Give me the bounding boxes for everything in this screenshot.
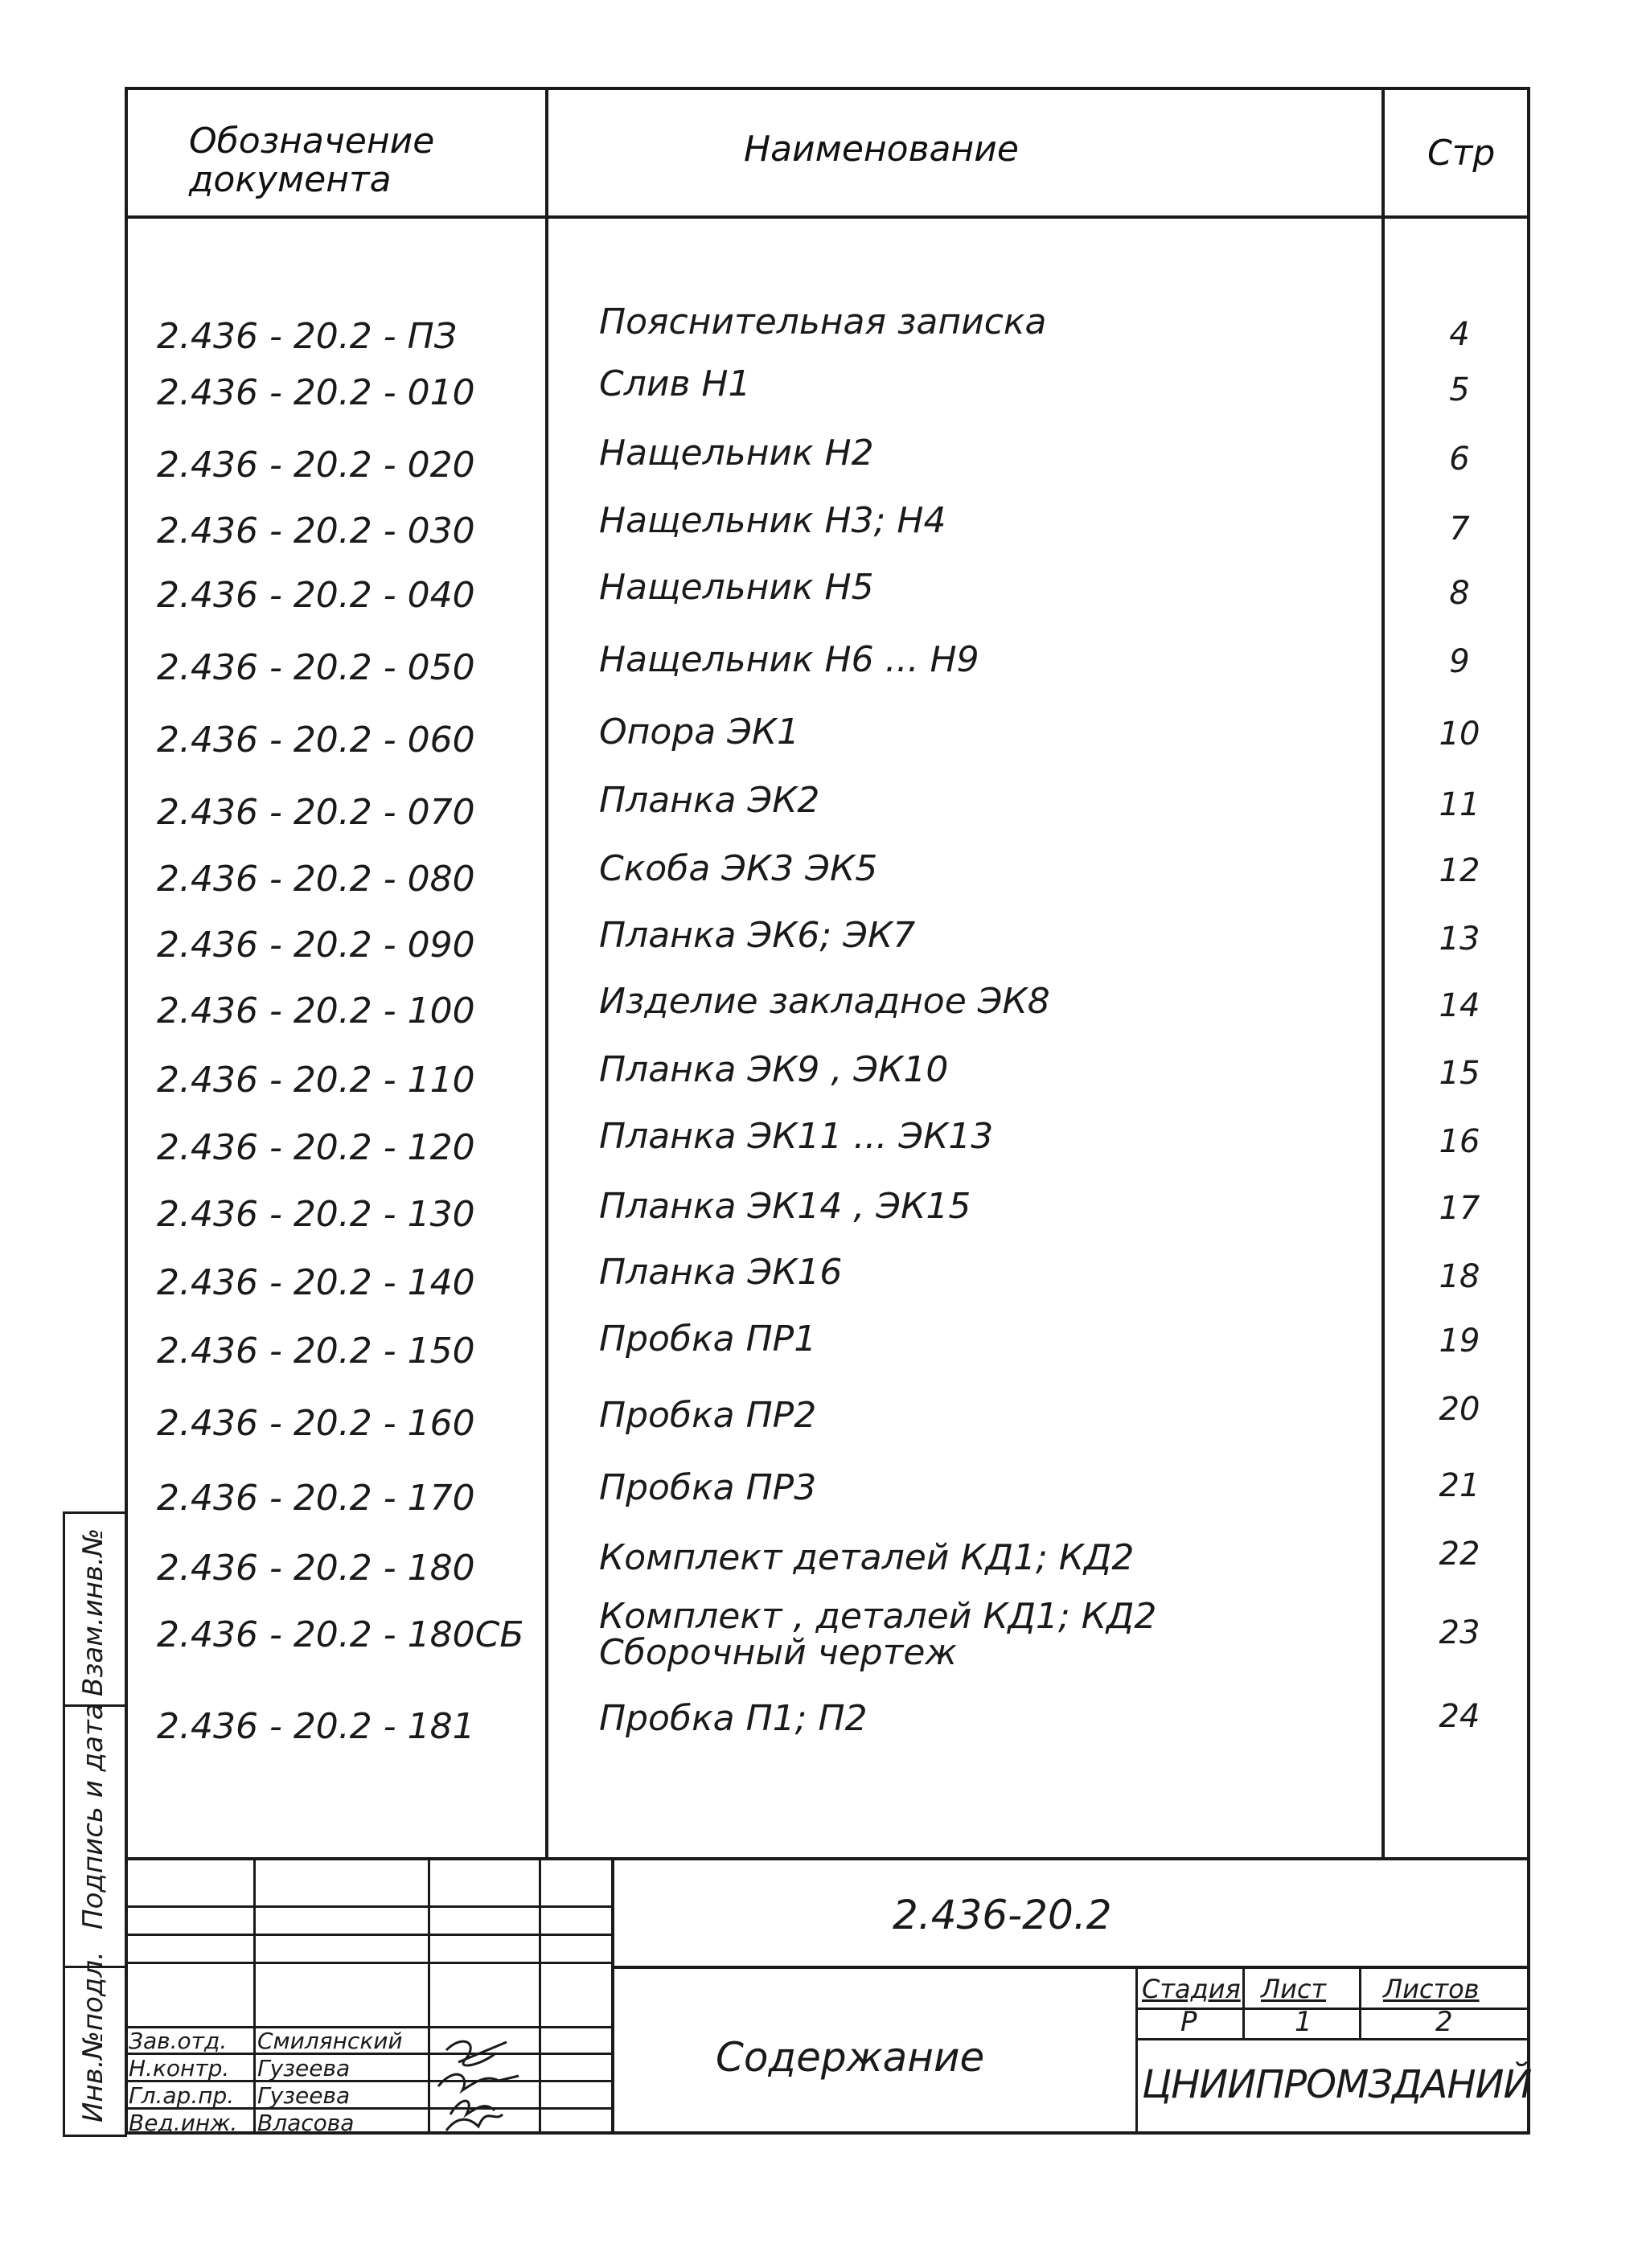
row-name: Пробка ПР2 [599,1395,817,1436]
row-code: 2.436 - 20.2 - 070 [157,792,475,833]
tb-grid-h [125,1905,614,1908]
row-page: 14 [1439,987,1480,1024]
signatory-role: Вед.инж. [129,2110,238,2136]
row-code: 2.436 - 20.2 - 040 [157,575,475,616]
signatory-name: Власова [257,2110,355,2136]
row-code: 2.436 - 20.2 - 080 [157,859,475,900]
signatory-role: Н.контр. [129,2055,230,2081]
row-code: 2.436 - 20.2 - 060 [157,720,475,761]
signatory-role: Зав.отд. [129,2028,228,2054]
side-stamp-left-line [63,1511,65,2135]
tb-grid-h [125,1934,614,1936]
header-divider [125,215,1530,219]
row-name: Пробка П1; П2 [599,1698,868,1739]
row-code: 2.436 - 20.2 - 181 [157,1706,475,1747]
row-name: Планка ЭК9 , ЭК10 [599,1049,949,1090]
row-name: Пояснительная записка [599,301,1047,342]
row-page: 16 [1439,1123,1480,1160]
sheets-value: 2 [1435,2006,1453,2038]
row-code: 2.436 - 20.2 - 170 [157,1478,475,1519]
stage-label: Стадия [1142,1974,1241,2004]
row-name: Нащельник Н3; Н4 [599,500,946,541]
row-name: Планка ЭК2 [599,780,820,821]
row-code: 2.436 - 20.2 - 150 [157,1331,475,1372]
row-code: 2.436 - 20.2 - 020 [157,445,475,486]
row-name-line2: Сборочный чертеж [599,1632,958,1673]
sheet-value: 1 [1295,2006,1312,2038]
tb-stage-divider [1135,1966,1138,2135]
row-code: 2.436 - 20.2 - 050 [157,647,475,688]
row-page: 19 [1439,1323,1480,1360]
title-block-top-line [125,1857,1530,1860]
row-name: Нащельник Н6 ... Н9 [599,639,979,680]
column-divider-1 [545,87,548,1860]
header-designation-line1: Обозначение [189,121,435,162]
document-code: 2.436-20.2 [893,1892,1112,1938]
row-code: 2.436 - 20.2 - ПЗ [157,316,457,357]
row-code: 2.436 - 20.2 - 120 [157,1127,475,1168]
document-title: Содержание [716,2034,985,2081]
sheets-label: Листов [1383,1974,1480,2004]
row-code: 2.436 - 20.2 - 180 [157,1548,475,1589]
row-page: 24 [1439,1698,1480,1735]
signatory-name: Гузеева [257,2055,351,2081]
row-page: 4 [1449,316,1470,353]
row-name: Опора ЭК1 [599,712,800,753]
row-page: 10 [1439,716,1480,753]
row-page: 11 [1439,786,1480,823]
row-code: 2.436 - 20.2 - 180СБ [157,1614,524,1655]
tb-grid-v [539,1857,541,2135]
row-code: 2.436 - 20.2 - 110 [157,1060,475,1101]
row-page: 7 [1449,511,1470,548]
row-code: 2.436 - 20.2 - 030 [157,511,475,552]
row-code: 2.436 - 20.2 - 010 [157,372,475,413]
row-page: 15 [1439,1055,1480,1092]
row-page: 21 [1439,1467,1480,1504]
row-page: 22 [1439,1536,1480,1573]
row-page: 9 [1449,643,1470,680]
side-stamp-vzam-inv: Взам.инв.№ [77,1528,109,1696]
row-name: Пробка ПР3 [599,1467,817,1508]
tb-stage-hline [1135,2038,1530,2040]
row-name: Комплект деталей КД1; КД2 [599,1537,1135,1578]
row-page: 23 [1439,1614,1480,1651]
row-name: Изделие закладное ЭК8 [599,981,1050,1022]
organization: ЦНИИПРОМЗДАНИЙ [1142,2062,1532,2107]
row-code: 2.436 - 20.2 - 130 [157,1194,475,1235]
row-name: Нащельник Н2 [599,433,874,474]
tb-code-divider [611,1966,1530,1969]
tb-stage-v [1359,1966,1361,2038]
row-name: Слив Н1 [599,363,751,404]
header-page: Стр [1427,133,1496,174]
signatory-name: Смилянский [257,2028,403,2054]
header-designation-line2: документа [189,159,392,200]
row-page: 18 [1439,1258,1480,1295]
side-stamp-divider [63,1511,127,1514]
row-name: Скоба ЭК3 ЭК5 [599,848,878,889]
signature-scribble [430,1986,535,2135]
row-code: 2.436 - 20.2 - 160 [157,1403,475,1444]
row-page: 20 [1439,1391,1480,1428]
row-page: 13 [1439,921,1480,958]
row-code: 2.436 - 20.2 - 140 [157,1262,475,1303]
row-name: Планка ЭК14 , ЭК15 [599,1186,971,1227]
side-stamp-divider [63,2135,127,2137]
tb-grid-v-main [611,1857,614,2135]
row-code: 2.436 - 20.2 - 100 [157,990,475,1031]
row-name: Планка ЭК6; ЭК7 [599,915,916,956]
row-page: 17 [1439,1190,1480,1227]
column-divider-2 [1381,87,1385,1860]
tb-stage-v [1242,1966,1245,2038]
tb-grid-v [253,1857,256,2135]
row-page: 5 [1449,371,1470,408]
header-name: Наименование [744,129,1019,170]
row-code: 2.436 - 20.2 - 090 [157,925,475,966]
row-name: Нащельник Н5 [599,567,874,608]
row-name: Планка ЭК16 [599,1252,843,1293]
tb-grid-h [125,1962,614,1964]
sheet-label: Лист [1261,1974,1327,2004]
stage-value: Р [1180,2006,1197,2038]
row-page: 12 [1439,852,1480,889]
row-name: Комплект , деталей КД1; КД2 [599,1596,1157,1637]
signatory-name: Гузеева [257,2082,351,2109]
row-name: Планка ЭК11 ... ЭК13 [599,1116,994,1157]
row-name: Пробка ПР1 [599,1319,817,1360]
side-stamp-podpis-data: Подпись и дата [77,1703,109,1930]
row-page: 8 [1449,575,1470,612]
row-page: 6 [1449,441,1470,478]
signatory-role: Гл.ар.пр. [129,2082,235,2109]
side-stamp-inv-podl: Инв.№подл. [77,1951,109,2122]
